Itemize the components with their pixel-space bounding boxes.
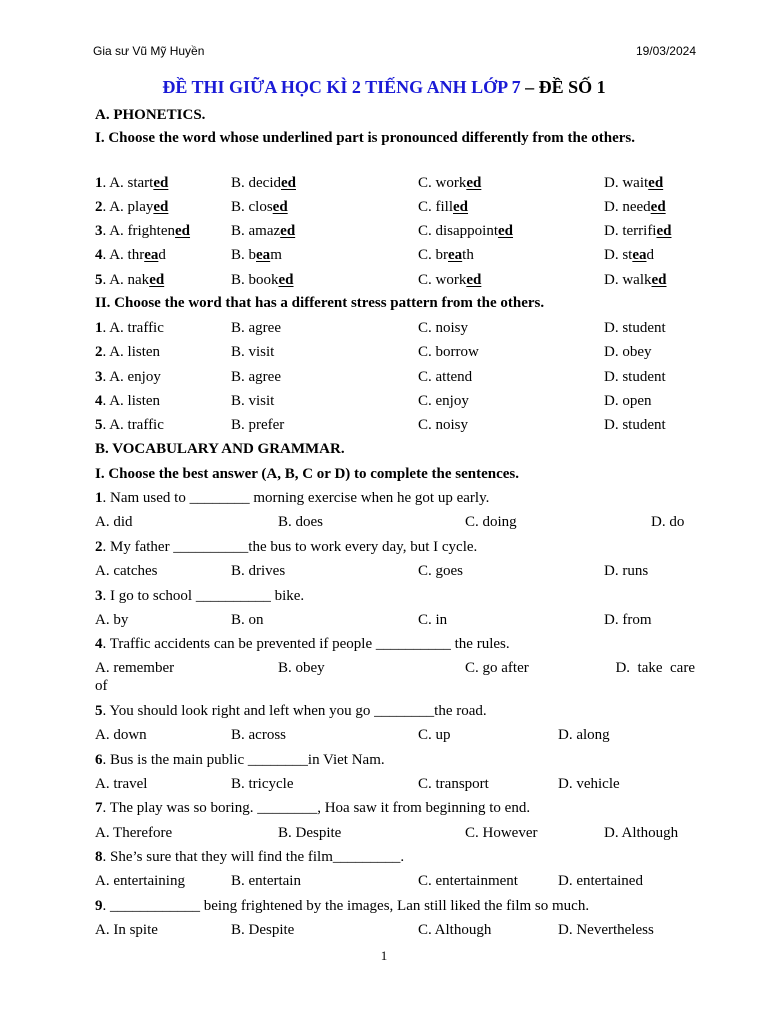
- underlined-part: ed: [466, 175, 482, 191]
- option: 5. A. naked: [95, 272, 165, 288]
- underlined-part: ed: [278, 272, 294, 288]
- option: [418, 246, 474, 264]
- page-number: 1: [380, 948, 388, 963]
- question-stem: [95, 848, 404, 866]
- option-text-tail: m: [270, 247, 282, 263]
- underlined-part: ed: [272, 199, 288, 215]
- option-text: A. nak: [109, 272, 150, 288]
- option-text: C. attend: [418, 369, 473, 385]
- option-text: C. enjoy: [418, 393, 469, 409]
- option: 1. A. started: [95, 175, 169, 191]
- question-text: . Bus is the main public ________in Viet Nam.: [102, 752, 385, 768]
- option: [231, 319, 281, 337]
- underlined-part: ed: [650, 199, 666, 215]
- question-number: 6: [95, 752, 103, 768]
- option: [231, 392, 274, 410]
- question-stem: [95, 897, 589, 915]
- answer-option: B. obey: [278, 660, 325, 676]
- option-text: A. play: [109, 199, 154, 215]
- underlined-part: ed: [280, 223, 296, 239]
- exam-content: [95, 0, 695, 1024]
- underlined-part: ea: [256, 247, 271, 263]
- answer-option: B. across: [231, 727, 286, 743]
- option-text: A. traffic: [109, 320, 164, 336]
- header-date: 19/03/2024: [635, 44, 696, 58]
- option: [604, 198, 666, 216]
- option: [231, 222, 295, 240]
- question-number: 4: [95, 636, 103, 652]
- option-text: C. borrow: [418, 344, 479, 360]
- question-number: 5: [95, 703, 103, 719]
- answer-option: C. However: [465, 825, 538, 841]
- section-a-heading: A. PHONETICS.: [95, 107, 206, 123]
- option-text: C. noisy: [418, 417, 469, 433]
- underlined-part: ed: [175, 223, 191, 239]
- title-separator: –: [520, 77, 539, 97]
- option: [231, 416, 284, 434]
- option: [418, 174, 481, 192]
- option: [604, 416, 666, 434]
- option-text: B. b: [231, 247, 257, 263]
- answer-option: A. travel: [95, 776, 148, 792]
- question-number: 4: [95, 247, 103, 263]
- underlined-part: ed: [453, 199, 469, 215]
- answer-option: C. transport: [418, 776, 489, 792]
- option-text: A. start: [109, 175, 154, 191]
- option-text: D. student: [604, 320, 666, 336]
- option-text: D. wait: [604, 175, 649, 191]
- option: [418, 392, 469, 410]
- question-row: [95, 392, 695, 410]
- answer-option: B. drives: [231, 563, 286, 579]
- answer-option: B. tricycle: [231, 776, 294, 792]
- question-row: [95, 271, 695, 289]
- option-text: B. prefer: [231, 417, 285, 433]
- option-text: D. walk: [604, 272, 652, 288]
- option-text: B. agree: [231, 369, 281, 385]
- option: [604, 392, 652, 410]
- option: [604, 246, 654, 264]
- question-number: 2: [95, 539, 103, 555]
- title-suffix: ĐỀ SỐ 1: [538, 77, 606, 97]
- question-stem: [95, 751, 385, 769]
- question-number: 3: [95, 223, 103, 239]
- underlined-part: ed: [466, 272, 482, 288]
- option-text: B. visit: [231, 393, 275, 409]
- question-number: 2: [95, 344, 103, 360]
- option-text: D. open: [604, 393, 652, 409]
- answer-option: A. entertaining: [95, 873, 185, 889]
- question-number: 3: [95, 588, 103, 604]
- option-text: C. work: [418, 175, 467, 191]
- answer-row: [95, 775, 695, 793]
- answer-option: A. remember: [95, 660, 175, 676]
- option-text: C. disappoint: [418, 223, 499, 239]
- option: [418, 343, 479, 361]
- answer-row: [95, 726, 695, 744]
- answer-option: C. entertainment: [418, 873, 518, 889]
- answer-option: D. Nevertheless: [558, 922, 654, 938]
- answer-option: D. entertained: [558, 873, 643, 889]
- question-text: . Nam used to ________ morning exercise when he got up early.: [102, 490, 490, 506]
- question-text: . ____________ being frightened by the images, Lan still liked the film so much.: [102, 898, 590, 914]
- option-text: A. enjoy: [109, 369, 161, 385]
- option-text-tail: th: [462, 247, 474, 263]
- option-text: A. traffic: [109, 417, 164, 433]
- question-number: 7: [95, 800, 103, 816]
- option-text: D. need: [604, 199, 651, 215]
- title-main: ĐỀ THI GIỮA HỌC KÌ 2 TIẾNG ANH LỚP 7: [162, 77, 521, 97]
- underlined-part: ed: [656, 223, 672, 239]
- underlined-part: ed: [498, 223, 514, 239]
- option: [604, 222, 671, 240]
- option: [418, 319, 468, 337]
- answer-row: [95, 611, 695, 629]
- section-a-part2-instruction: II. Choose the word that has a different stress pattern from the others.: [95, 295, 545, 311]
- option: [418, 198, 468, 216]
- option-text: B. visit: [231, 344, 275, 360]
- answer-option: C. in: [418, 612, 448, 628]
- option: 3. A. enjoy: [95, 369, 161, 385]
- option: [604, 319, 666, 337]
- answer-row: [95, 872, 695, 890]
- option: 5. A. traffic: [95, 417, 164, 433]
- section-a-part1-instruction: I. Choose the word whose underlined part is pronounced differently from the others.: [95, 130, 636, 146]
- option: [604, 368, 666, 386]
- option: 3. A. frightened: [95, 223, 191, 239]
- header-author: Gia sư Vũ Mỹ Huyền: [93, 44, 205, 58]
- underlined-part: ed: [149, 272, 165, 288]
- option-text-tail: d: [646, 247, 655, 263]
- underlined-part: ed: [153, 199, 169, 215]
- question-row: [95, 343, 695, 361]
- question-row: [95, 319, 695, 337]
- section-b-part1-instruction: I. Choose the best answer (A, B, C or D) to complete the sentences.: [95, 466, 519, 482]
- option: [418, 222, 513, 240]
- answer-option: D. along: [558, 727, 610, 743]
- question-stem: [95, 799, 530, 817]
- question-number: 4: [95, 393, 103, 409]
- underlined-part: ea: [144, 247, 159, 263]
- question-number: 5: [95, 417, 103, 433]
- underlined-part: ed: [648, 175, 664, 191]
- question-row: [95, 368, 695, 386]
- option-text-tail: d: [158, 247, 166, 263]
- answer-option: D. Although: [604, 825, 679, 841]
- option-text: A. frighten: [109, 223, 176, 239]
- question-row: [95, 222, 695, 240]
- underlined-part: ed: [153, 175, 169, 191]
- answer-option: A. did: [95, 514, 133, 530]
- option-text: B. amaz: [231, 223, 281, 239]
- answer-option: D. take care: [615, 660, 695, 676]
- option-text: A. listen: [109, 393, 161, 409]
- option: 1. A. traffic: [95, 320, 164, 336]
- option-text: D. st: [604, 247, 633, 263]
- question-number: 1: [95, 175, 103, 191]
- underlined-part: ea: [448, 247, 463, 263]
- question-number: 1: [95, 490, 103, 506]
- question-row: [95, 416, 695, 434]
- question-text: . She’s sure that they will find the film_________.: [102, 849, 405, 865]
- answer-option: D. runs: [604, 563, 649, 579]
- question-number: 3: [95, 369, 103, 385]
- question-text: . My father __________the bus to work every day, but I cycle.: [102, 539, 478, 555]
- answer-row: [95, 562, 695, 580]
- question-row: [95, 198, 695, 216]
- option: [604, 271, 667, 289]
- answer-option: C. doing: [465, 514, 517, 530]
- option-text: D. student: [604, 417, 666, 433]
- question-text: . You should look right and left when you go ________the road.: [102, 703, 487, 719]
- option: [418, 416, 468, 434]
- answer-option: A. Therefore: [95, 825, 173, 841]
- answer-row: [95, 824, 695, 842]
- option-text: D. obey: [604, 344, 652, 360]
- option: [231, 271, 294, 289]
- answer-option: C. go after: [465, 660, 529, 676]
- option: [604, 343, 652, 361]
- option: [231, 246, 282, 264]
- option-text: C. br: [418, 247, 448, 263]
- answer-option: A. by: [95, 612, 129, 628]
- answer-option: D. vehicle: [558, 776, 620, 792]
- answer-option: A. catches: [95, 563, 158, 579]
- option-text: B. clos: [231, 199, 273, 215]
- answer-option-wrap: of: [95, 678, 108, 694]
- question-number: 9: [95, 898, 103, 914]
- answer-option: B. does: [278, 514, 323, 530]
- option: [231, 198, 288, 216]
- option: 2. A. listen: [95, 344, 161, 360]
- answer-option: B. Despite: [231, 922, 295, 938]
- question-text: . I go to school __________ bike.: [102, 588, 305, 604]
- option-text: B. agree: [231, 320, 281, 336]
- option: [418, 368, 472, 386]
- answer-option: B. Despite: [278, 825, 342, 841]
- question-text: . Traffic accidents can be prevented if people __________ the rules.: [102, 636, 510, 652]
- answer-row: [95, 513, 695, 531]
- answer-row: [95, 659, 695, 677]
- section-b-heading: B. VOCABULARY AND GRAMMAR.: [95, 441, 345, 457]
- answer-option: A. In spite: [95, 922, 158, 938]
- answer-row: [95, 921, 695, 939]
- option-text: A. thr: [109, 247, 145, 263]
- option: [231, 174, 296, 192]
- answer-option: C. Although: [418, 922, 492, 938]
- option: [231, 368, 281, 386]
- option-text: B. book: [231, 272, 279, 288]
- question-row: [95, 246, 695, 264]
- answer-option: D. from: [604, 612, 652, 628]
- question-number: 1: [95, 320, 103, 336]
- option: [604, 174, 663, 192]
- option: [231, 343, 274, 361]
- option-text: C. work: [418, 272, 467, 288]
- option: 4. A. listen: [95, 393, 161, 409]
- option-text: C. fill: [418, 199, 454, 215]
- option-text: A. listen: [109, 344, 161, 360]
- question-stem: [95, 635, 510, 653]
- answer-option: C. goes: [418, 563, 463, 579]
- question-stem: [95, 587, 304, 605]
- option: 4. A. thread: [95, 247, 166, 263]
- question-stem: [95, 489, 489, 507]
- option: [418, 271, 481, 289]
- question-row: [95, 174, 695, 192]
- question-number: 2: [95, 199, 103, 215]
- option-text: C. noisy: [418, 320, 469, 336]
- underlined-part: ed: [281, 175, 296, 191]
- question-stem: [95, 538, 477, 556]
- answer-option: D. do: [651, 514, 685, 530]
- answer-option: B. on: [231, 612, 264, 628]
- question-text: . The play was so boring. ________, Hoa saw it from beginning to end.: [102, 800, 531, 816]
- underlined-part: ed: [651, 272, 667, 288]
- answer-option: C. up: [418, 727, 451, 743]
- answer-option: A. down: [95, 727, 147, 743]
- underlined-part: ea: [632, 247, 647, 263]
- option-text: D. terrifi: [604, 223, 657, 239]
- question-number: 5: [95, 272, 103, 288]
- option-text: B. decid: [231, 175, 281, 191]
- option-text: D. student: [604, 369, 666, 385]
- question-stem: [95, 702, 487, 720]
- answer-option: B. entertain: [231, 873, 301, 889]
- question-number: 8: [95, 849, 103, 865]
- option: 2. A. played: [95, 199, 169, 215]
